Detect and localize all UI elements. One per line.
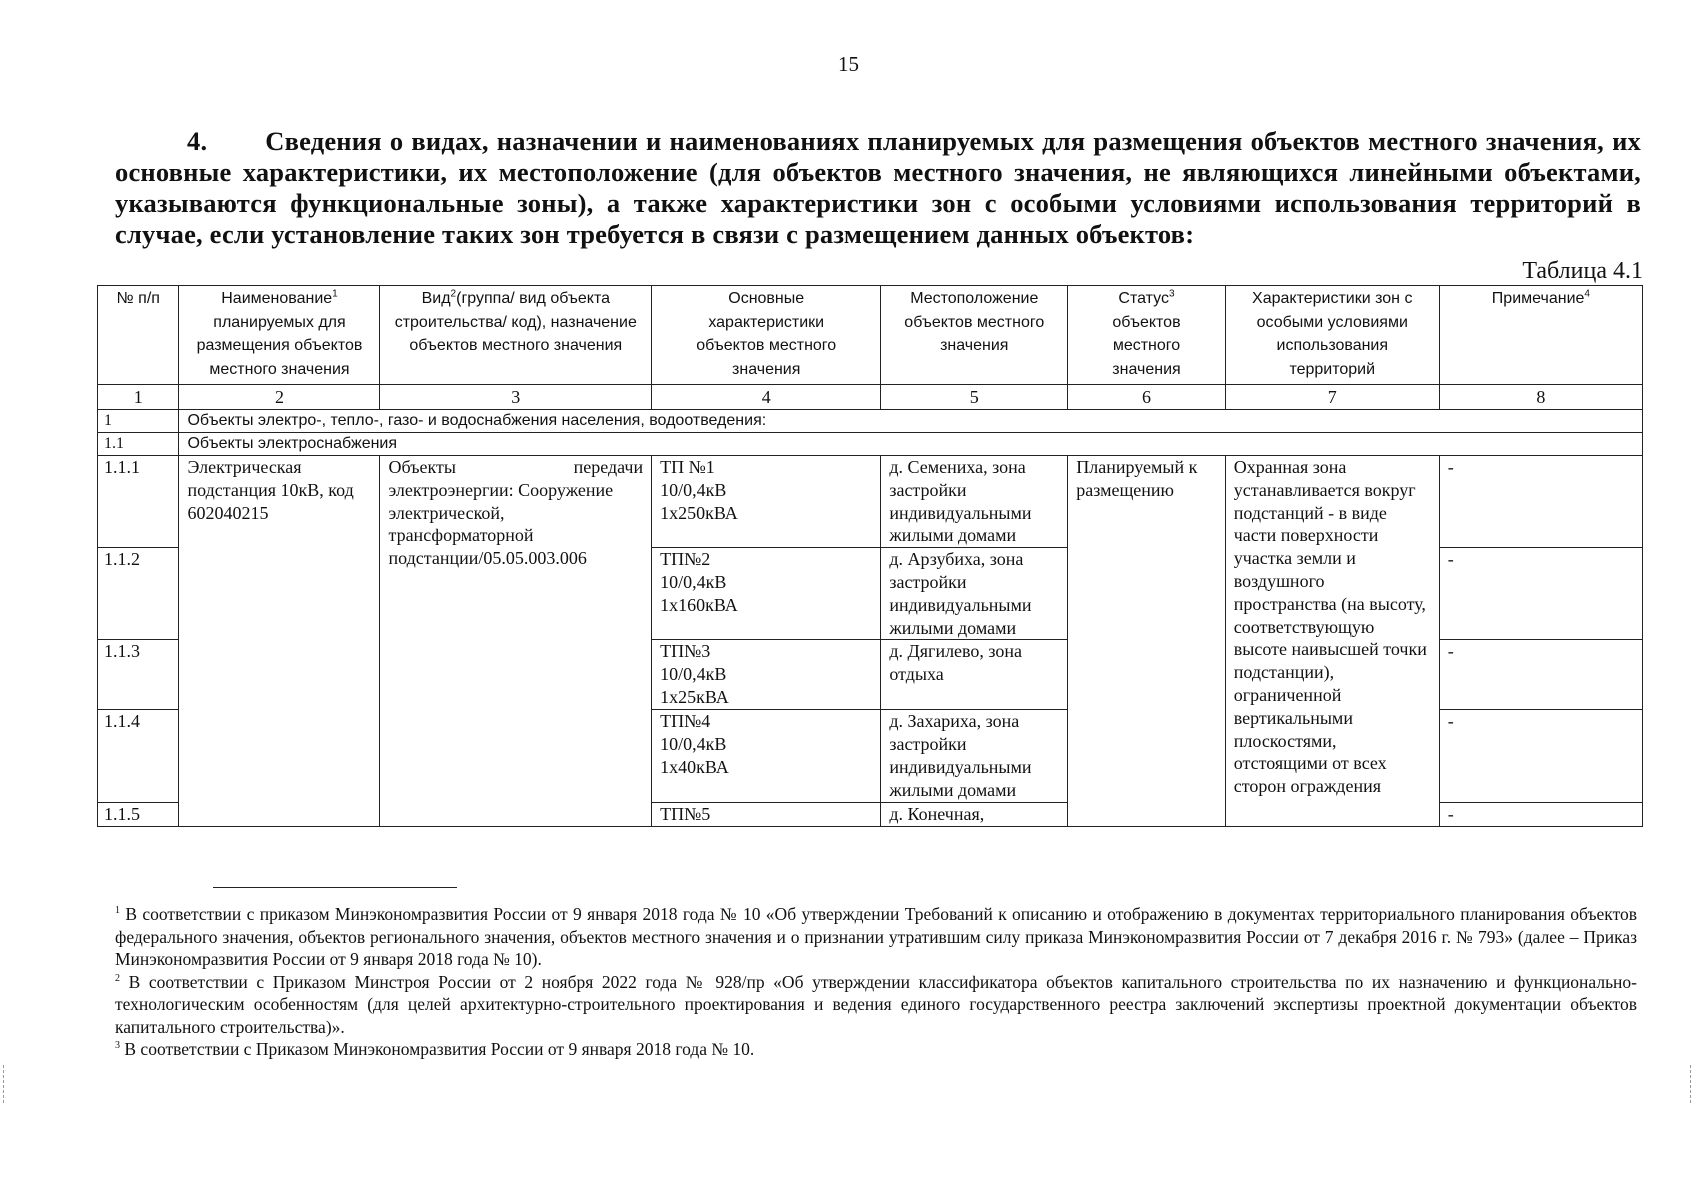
row-number: 1.1.1 [98,456,179,548]
footnote: $^1$ В соответствии с приказом Минэкономразвития России от 9 января 2018 года № 10 «Об утверждении Требований к описанию и отображению в документах территориального планирования объектов федерального значения, объектов регионального значения, объектов местного значения и о признании утратившим силу приказа Минэкономразвития России от 7 декабря 2016 г. № 793» (далее – Приказ Минэкономразвития России от 9 января 2018 года № 10). [115,904,1637,969]
header-characteristics: Основные характеристики объектов местного значения [652,286,881,385]
object-name: Электрическая подстанция 10кВ, код 602040215 [179,456,380,827]
row-number: 1.1.3 [98,640,179,710]
column-number: 5 [881,385,1068,410]
purpose-first-line: Объекты передачи [388,457,644,477]
main-characteristics: ТП№4 10/0,4кВ 1х40кВА [652,710,881,802]
column-number: 2 [179,385,380,410]
object-location: д. Дягилево, зона отдыха [881,640,1068,710]
column-number: 3 [380,385,652,410]
subgroup-number: 1.1 [98,433,179,456]
header-note: Примечание$^4$ [1439,286,1642,385]
row-note: - [1439,710,1642,802]
column-number: 1 [98,385,179,410]
footnote-separator [213,887,457,888]
group-title: Объекты электро-, тепло-, газо- и водоснабжения населения, водоотведения: [179,410,1643,433]
column-number: 7 [1225,385,1439,410]
purpose-rest: электроэнергии: Сооружение электрической, трансформаторной подстанции/05.05.003.006 [388,479,614,569]
footnote: $^2$ В соответствии с Приказом Минстроя России от 2 ноября 2022 года № 928/пр «Об утверждении классификатора объектов капитального строительства по их назначению и функционально-технологическим особенностям (для целей архитектурно-строительного проектирования и ведения единого государственного реестра заключений экспертизы проектной документации объектов капитального строительства)». [115,971,1637,1037]
header-status: Статус$^3$ объектов местного значения [1068,286,1226,385]
scan-edge-mark [3,1065,5,1103]
column-number: 4 [652,385,881,410]
row-number: 1.1.4 [98,710,179,802]
objects-table [97,285,1643,827]
group-row [98,410,1643,433]
footnotes [115,903,1637,1061]
subgroup-title: Объекты электроснабжения [179,433,1643,456]
header-row [98,286,1643,385]
group-number: 1 [98,410,179,433]
object-location: д. Арзубиха, зона застройки индивидуальными жилыми домами [881,548,1068,640]
footnote: $^3$ В соответствии с Приказом Минэкономразвития России от 9 января 2018 года № 10. [115,1039,755,1059]
main-characteristics: ТП№2 10/0,4кВ 1х160кВА [652,548,881,640]
section-title-text: Сведения о видах, назначении и наименованиях планируемых для размещения объектов местного значения, их основные характеристики, их местоположение (для объектов местного значения, не являющихся линейными объектами, указываются функциональные зоны), а также характеристики зон с особыми условиями использования территорий в случае, если установление таких зон требуется в связи с размещением данных объектов: [115,126,1641,249]
subgroup-row [98,433,1643,456]
header-number: № п/п [98,286,179,385]
scan-edge-mark [1690,1065,1692,1103]
table-row [98,456,1643,548]
header-location: Местоположение объектов местного значения [881,286,1068,385]
header-zones: Характеристики зон с особыми условиями использования территорий [1225,286,1439,385]
main-characteristics: ТП№5 [652,802,881,826]
object-location: д. Захариха, зона застройки индивидуальными жилыми домами [881,710,1068,802]
section-title [115,126,1641,250]
row-note: - [1439,640,1642,710]
object-location: д. Семениха, зона застройки индивидуальными жилыми домами [881,456,1068,548]
object-status: Планируемый к размещению [1068,456,1226,827]
column-number: 6 [1068,385,1226,410]
row-number: 1.1.5 [98,802,179,826]
header-name: Наименование$^1$ планируемых для размещения объектов местного значения [179,286,380,385]
main-characteristics: ТП№3 10/0,4кВ 1х25кВА [652,640,881,710]
object-location: д. Конечная, [881,802,1068,826]
object-purpose [380,456,652,827]
zone-characteristics: Охранная зона устанавливается вокруг подстанций - в виде части поверхности участка земли и воздушного пространства (на высоту, соответствующую высоте наивысшей точки подстанции), ограниченной вертикальными плоскостями, отстоящими от всех сторон ограждения [1225,456,1439,827]
main-characteristics: ТП №1 10/0,4кВ 1х250кВА [652,456,881,548]
row-note: - [1439,802,1642,826]
header-kind: Вид$^2$(группа/ вид объекта строительства/ код), назначение объектов местного значения [380,286,652,385]
section-number: 4. [187,126,208,156]
page-number: 15 [838,52,859,76]
row-number: 1.1.2 [98,548,179,640]
table-caption: Таблица 4.1 [1522,258,1643,284]
row-note: - [1439,456,1642,548]
column-number: 8 [1439,385,1642,410]
column-numbers-row [98,385,1643,410]
row-note: - [1439,548,1642,640]
